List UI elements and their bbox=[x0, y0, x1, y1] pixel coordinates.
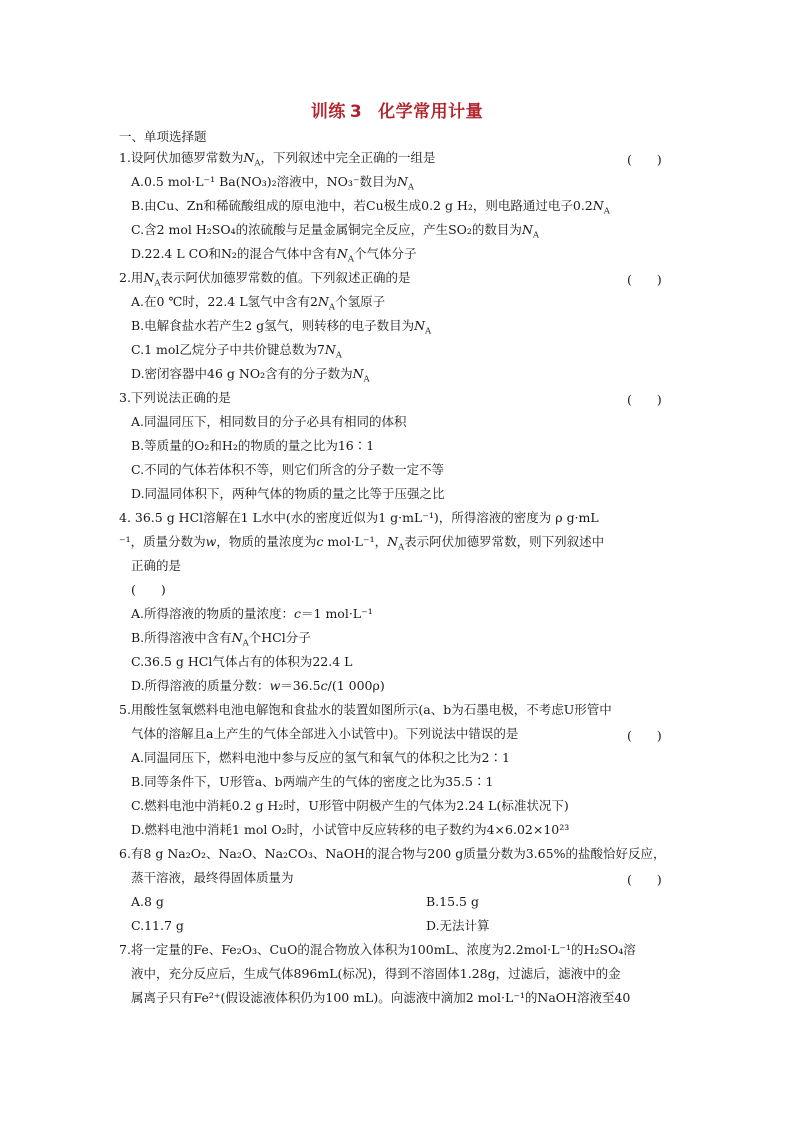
title-text: 化学常用计量 bbox=[378, 102, 484, 122]
q4-stem-line-1: 4. 36.5 g HCl溶解在1 L水中(水的密度近似为1 g·mL⁻¹)，所得溶液的密度为 ρ g·mL bbox=[119, 510, 599, 525]
q6-stem-line-2: 蒸干溶液，最终得固体质量为 bbox=[131, 870, 294, 885]
q2-option-d: D.密闭容器中46 g NO₂含有的分子数为$N_A$ bbox=[131, 366, 370, 385]
q1-option-b: B.由Cu、Zn和稀硫酸组成的原电池中，若Cu极生成0.2 g H₂，则电路通过电子$0.2N_A$ bbox=[131, 198, 610, 217]
q5-option-b: B.同等条件下，U形管a、b两端产生的气体的密度之比为35.5∶1 bbox=[131, 774, 494, 789]
q3-answer-blank: ( ) bbox=[627, 392, 662, 407]
q5-stem-line-1: 5.用酸性氢氧燃料电池电解饱和食盐水的装置如图所示(a、b为石墨电极，不考虑U形管中 bbox=[119, 702, 612, 717]
q3-option-d: D.同温同体积下，两种气体的物质的量之比等于压强之比 bbox=[131, 486, 445, 501]
q5-option-d: D.燃料电池中消耗1 mol O₂时，小试管中反应转移的电子数约为4×6.02×10²³ bbox=[131, 822, 570, 837]
q2-option-c: C.1 mol乙烷分子中共价键总数为$7N_A$ bbox=[131, 342, 342, 361]
q4-option-b: B.所得溶液中含有$N_A$个HCl分子 bbox=[131, 630, 311, 649]
q4-option-c: C.36.5 g HCl气体占有的体积为22.4 L bbox=[131, 654, 353, 669]
q7-stem-line-3: 属离子只有Fe²⁺(假设滤液体积仍为100 mL)。向滤液中滴加2 mol·L⁻¹的NaOH溶液至40 bbox=[131, 990, 631, 1005]
q4-stem-line-2: ⁻¹，质量分数为w，物质的量浓度为c mol·L⁻¹，$N_A$表示阿伏加德罗常数，则下列叙述中 bbox=[119, 534, 605, 553]
q1-stem: 1.设阿伏加德罗常数为$N_A$，下列叙述中完全正确的一组是 bbox=[119, 150, 436, 169]
q2-stem: 2.用$N_A$表示阿伏加德罗常数的值。下列叙述正确的是 bbox=[119, 270, 411, 289]
q5-option-a: A.同温同压下，燃料电池中参与反应的氢气和氧气的体积之比为2∶1 bbox=[131, 750, 510, 765]
q1-option-c: C.含2 mol H₂SO₄的浓硫酸与足量金属铜完全反应，产生SO₂的数目为$N_A$ bbox=[131, 222, 540, 241]
q3-option-c: C.不同的气体若体积不等，则它们所含的分子数一定不等 bbox=[131, 462, 445, 477]
q2-option-b: B.电解食盐水若产生2 g氢气，则转移的电子数目为$N_A$ bbox=[131, 318, 432, 337]
q7-stem-line-2: 液中，充分反应后，生成气体896mL(标况)，得到不溶固体1.28g，过滤后，滤液中的金 bbox=[131, 966, 621, 981]
q3-option-b: B.等质量的O₂和H₂的物质的量之比为16∶1 bbox=[131, 438, 375, 453]
q4-answer-blank: ( ) bbox=[131, 582, 166, 597]
title-prefix: 训练 bbox=[310, 102, 346, 122]
q5-answer-blank: ( ) bbox=[627, 728, 662, 743]
q6-option-d: D.无法计算 bbox=[426, 918, 490, 933]
q6-option-b: B.15.5 g bbox=[426, 894, 479, 909]
q3-option-a: A.同温同压下，相同数目的分子必具有相同的体积 bbox=[131, 414, 407, 429]
q6-option-c: C.11.7 g bbox=[131, 918, 184, 933]
q6-option-a: A.8 g bbox=[131, 894, 164, 909]
q1-option-d: D.22.4 L CO和N₂的混合气体中含有$N_A$个气体分子 bbox=[131, 246, 417, 265]
q5-option-c: C.燃料电池中消耗0.2 g H₂时，U形管中阴极产生的气体为2.24 L(标准状况下) bbox=[131, 798, 569, 813]
section-heading: 一、单项选择题 bbox=[119, 129, 207, 144]
q1-answer-blank: ( ) bbox=[627, 152, 662, 167]
q6-answer-blank: ( ) bbox=[627, 872, 662, 887]
q1-option-a: A.0.5 mol·L⁻¹ Ba(NO₃)₂溶液中，NO₃⁻数目为$N_A$ bbox=[131, 174, 415, 193]
page-title bbox=[0, 97, 794, 122]
q4-stem-line-3: 正确的是 bbox=[131, 558, 182, 573]
q6-stem-line-1: 6.有8 g Na₂O₂、Na₂O、Na₂CO₃、NaOH的混合物与200 g质量分数为3.65%的盐酸恰好反应， bbox=[119, 846, 666, 861]
q7-stem-line-1: 7.将一定量的Fe、Fe₂O₃、CuO的混合物放入体积为100mL、浓度为2.2mol·L⁻¹的H₂SO₄溶 bbox=[119, 942, 636, 957]
q2-answer-blank: ( ) bbox=[627, 272, 662, 287]
q4-option-d: D.所得溶液的质量分数：w＝36.5c/(1 000ρ) bbox=[131, 678, 385, 693]
q3-stem: 3.下列说法正确的是 bbox=[119, 390, 231, 405]
q2-option-a: A.在0 ℃时，22.4 L氢气中含有$2N_A$个氢原子 bbox=[131, 294, 386, 313]
q4-option-a: A.所得溶液的物质的量浓度：c＝1 mol·L⁻¹ bbox=[131, 606, 373, 621]
q5-stem-line-2: 气体的溶解且a上产生的气体全部进入小试管中)。下列说法中错误的是 bbox=[131, 726, 519, 741]
title-number: 3 bbox=[349, 102, 363, 122]
